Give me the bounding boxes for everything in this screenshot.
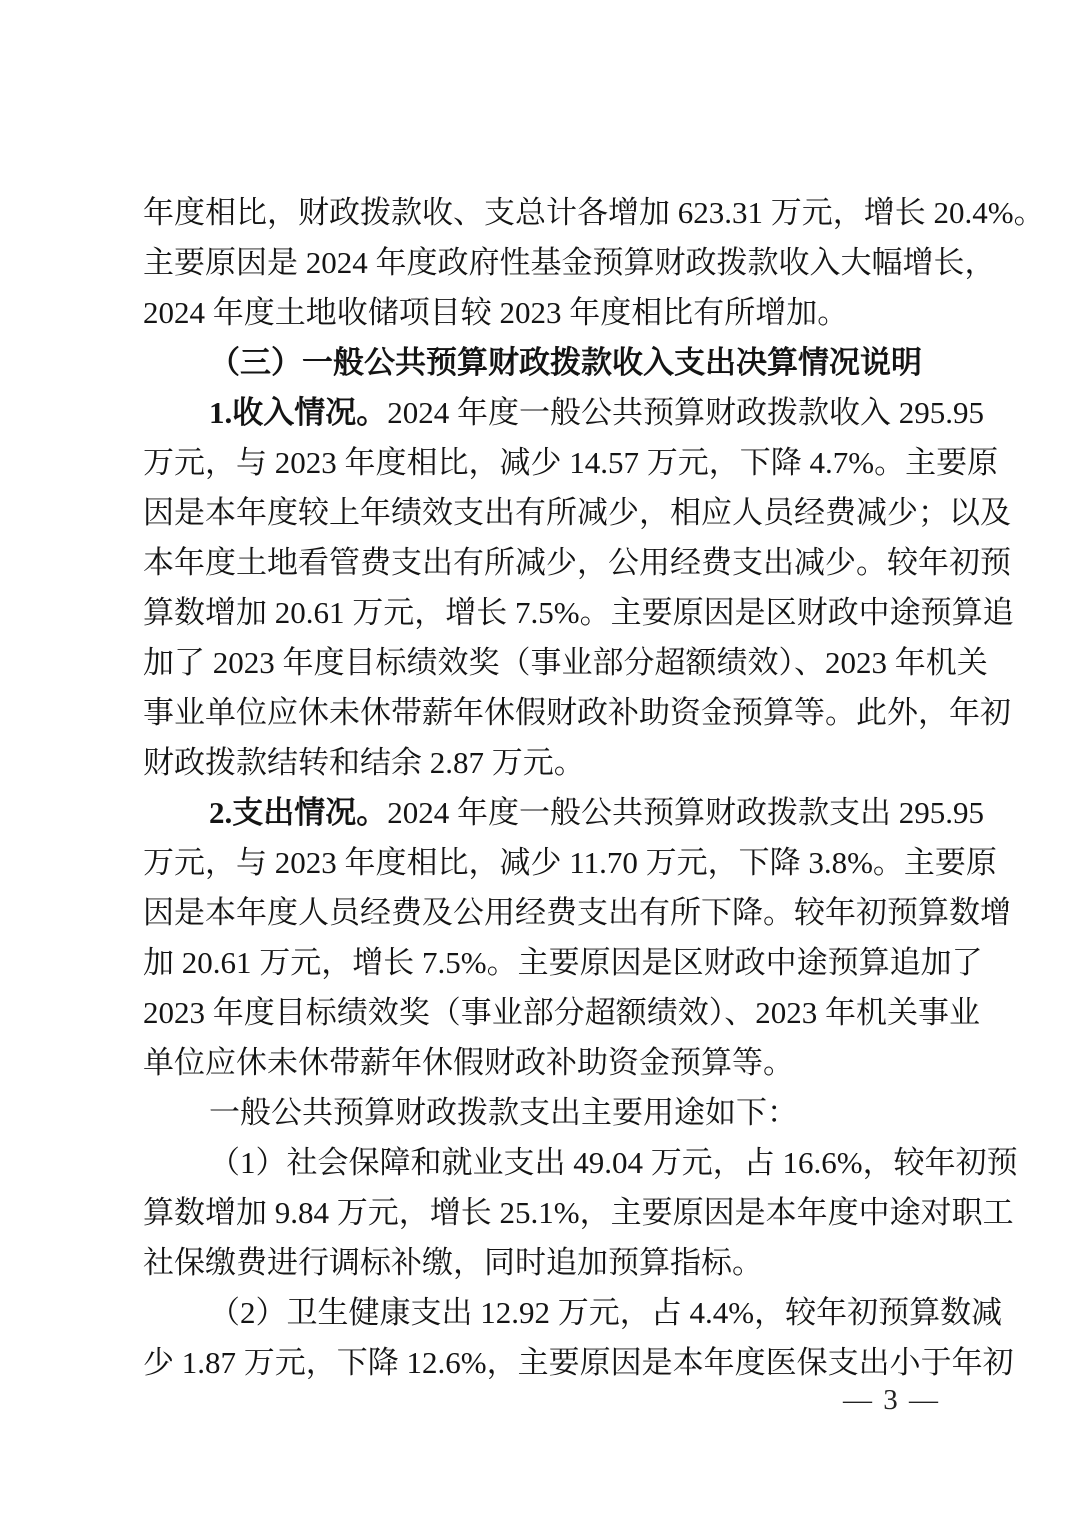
text-line	[143, 1038, 938, 1088]
text-segment: 事业单位应休未休带薪年休假财政补助资金预算等。此外，年初	[143, 695, 1011, 730]
text-line	[143, 1338, 1014, 1388]
text-segment: 算数增加 9.84 万元，增长 25.1%，主要原因是本年度中途对职工	[143, 1195, 1014, 1230]
text-segment: 因是本年度较上年绩效支出有所减少，相应人员经费减少；以及	[143, 495, 1011, 530]
text-segment: 算数增加 20.61 万元，增长 7.5%。主要原因是区财政中途预算追	[143, 595, 1014, 630]
page-body-text	[143, 188, 1045, 1388]
text-line	[143, 538, 1011, 588]
text-line	[143, 1088, 938, 1138]
text-line	[143, 688, 1011, 738]
text-segment: 社保缴费进行调标补缴，同时追加预算指标。	[143, 1245, 763, 1280]
text-segment: 一般公共预算财政拨款支出主要用途如下：	[209, 1095, 798, 1130]
text-line	[143, 238, 996, 288]
text-line	[143, 788, 984, 838]
text-segment: 单位应休未休带薪年休假财政补助资金预算等。	[143, 1045, 794, 1080]
text-line	[143, 1238, 938, 1288]
text-segment: （2）卫生健康支出 12.92 万元，占 4.4%，较年初预算数减	[209, 1295, 1003, 1330]
page-number: — 3 —	[843, 1384, 940, 1416]
text-line	[143, 638, 988, 688]
text-segment: 万元，与 2023 年度相比，减少 11.70 万元，下降 3.8%。主要原	[143, 845, 997, 880]
text-line	[143, 838, 997, 888]
text-line	[143, 338, 938, 388]
text-line	[143, 388, 984, 438]
text-line	[143, 1138, 1018, 1188]
text-line	[143, 588, 1014, 638]
text-segment-bold: （三）一般公共预算财政拨款收入支出决算情况说明	[209, 345, 922, 380]
text-line	[143, 1288, 1003, 1338]
text-segment: 2023 年度目标绩效奖（事业部分超额绩效）、2023 年机关事业	[143, 995, 980, 1030]
text-line	[143, 738, 938, 788]
text-segment: 加了 2023 年度目标绩效奖（事业部分超额绩效）、2023 年机关	[143, 645, 988, 680]
text-segment: 因是本年度人员经费及公用经费支出有所下降。较年初预算数增	[143, 895, 1011, 930]
text-segment: 万元，与 2023 年度相比，减少 14.57 万元，下降 4.7%。主要原	[143, 445, 999, 480]
text-segment: 少 1.87 万元，下降 12.6%，主要原因是本年度医保支出小于年初	[143, 1345, 1014, 1380]
text-line	[143, 888, 1011, 938]
text-line	[143, 488, 1011, 538]
text-segment: 财政拨款结转和结余 2.87 万元。	[143, 745, 585, 780]
text-segment: 本年度土地看管费支出有所减少，公用经费支出减少。较年初预	[143, 545, 1011, 580]
text-line	[143, 438, 999, 488]
text-line	[143, 988, 980, 1038]
text-segment: 2024 年度一般公共预算财政拨款收入 295.95	[387, 395, 984, 430]
text-segment-bold: 1.收入情况。	[209, 395, 388, 430]
text-line	[143, 188, 1045, 238]
text-line	[143, 1188, 1014, 1238]
text-segment-bold: 2.支出情况。	[209, 795, 388, 830]
text-segment: 2024 年度一般公共预算财政拨款支出 295.95	[387, 795, 984, 830]
text-segment: 主要原因是 2024 年度政府性基金预算财政拨款收入大幅增长，	[143, 245, 996, 280]
text-segment: 2024 年度土地收储项目较 2023 年度相比有所增加。	[143, 295, 849, 330]
text-segment: 年度相比，财政拨款收、支总计各增加 623.31 万元，增长 20.4%。	[143, 195, 1045, 230]
text-line	[143, 938, 983, 988]
text-segment: 加 20.61 万元，增长 7.5%。主要原因是区财政中途预算追加了	[143, 945, 983, 980]
text-segment: （1）社会保障和就业支出 49.04 万元，占 16.6%，较年初预	[209, 1145, 1018, 1180]
text-line	[143, 288, 938, 338]
